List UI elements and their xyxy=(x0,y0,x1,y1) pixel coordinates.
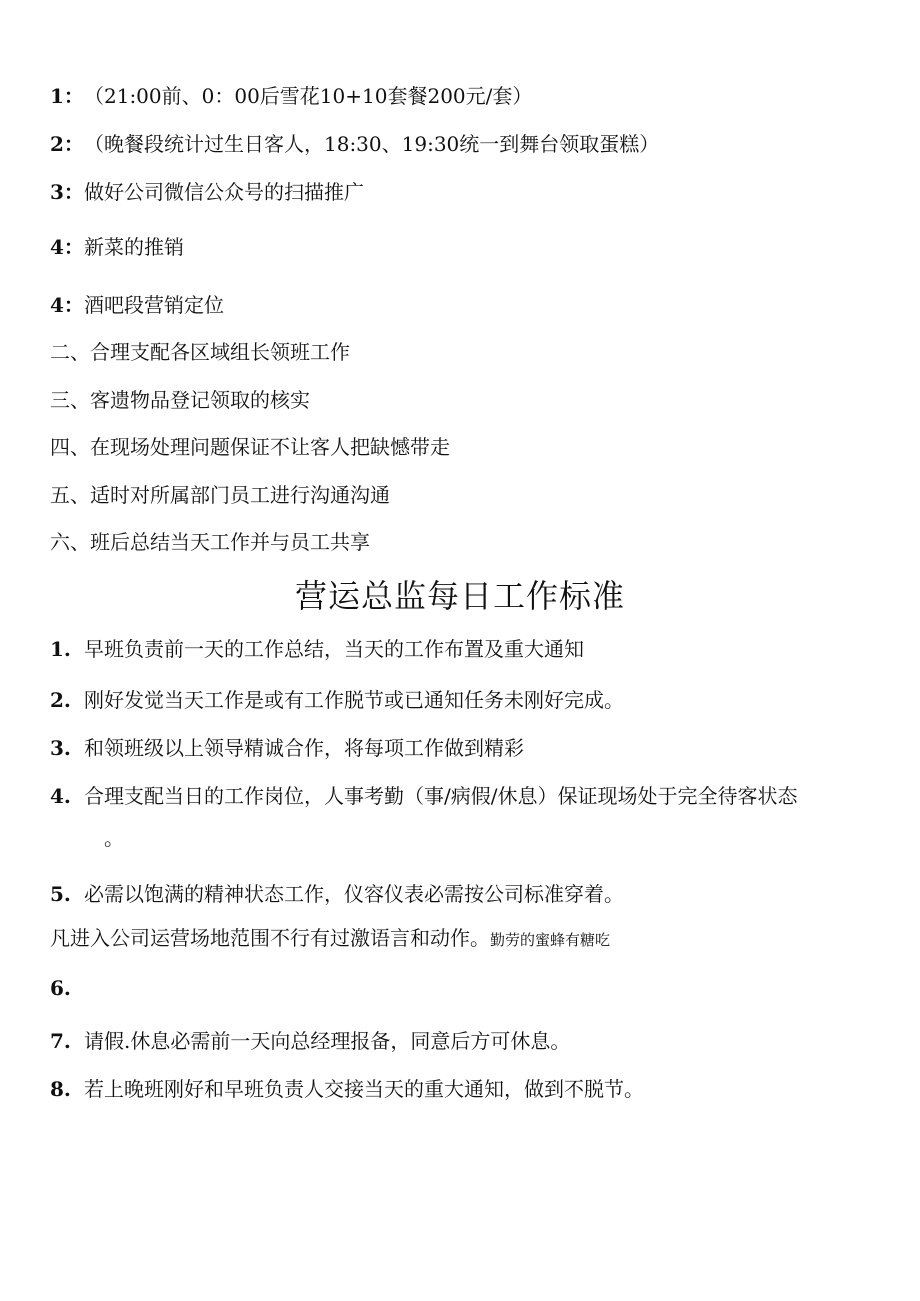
item-text: 和领班级以上领导精诚合作，将每项工作做到精彩 xyxy=(84,736,524,760)
item-text: 若上晚班刚好和早班负责人交接当天的重大通知，做到不脱节。 xyxy=(84,1077,644,1101)
standard-item-2 xyxy=(50,688,624,712)
item-number: 1： xyxy=(50,84,84,108)
item-number: 7. xyxy=(50,1029,71,1053)
standard-item-8 xyxy=(50,1077,644,1101)
item-text: （晚餐段统计过生日客人，18:30、19:30统一到舞台领取蛋糕） xyxy=(84,132,660,156)
section-3: 三、客遗物品登记领取的核实 xyxy=(50,388,310,412)
promo-item-1 xyxy=(50,84,532,108)
item-number: 4. xyxy=(50,784,71,808)
page-title: 营运总监每日工作标准 xyxy=(294,577,625,615)
item-number: 1. xyxy=(50,637,71,661)
standard-item-4 xyxy=(50,784,797,808)
item-text: 做好公司微信公众号的扫描推广 xyxy=(84,180,364,204)
section-5: 五、适时对所属部门员工进行沟通沟通 xyxy=(50,483,390,507)
item-number: 3. xyxy=(50,736,71,760)
small-note: 勤劳的蜜蜂有糖吃 xyxy=(490,931,611,949)
item-text: 请假.休息必需前一天向总经理报备，同意后方可休息。 xyxy=(84,1029,571,1053)
item-number: 5. xyxy=(50,882,71,906)
item-text: 酒吧段营销定位 xyxy=(84,293,224,317)
extra-text: 凡进入公司运营场地范围不行有过激语言和动作。 xyxy=(50,926,490,950)
section-4: 四、在现场处理问题保证不让客人把缺憾带走 xyxy=(50,435,450,459)
standard-item-5 xyxy=(50,882,624,906)
item-number: 2： xyxy=(50,132,84,156)
item-text: 刚好发觉当天工作是或有工作脱节或已通知任务未刚好完成。 xyxy=(84,688,624,712)
standard-item-3 xyxy=(50,736,524,760)
item-text: 早班负责前一天的工作总结，当天的工作布置及重大通知 xyxy=(84,637,584,661)
item-text: 合理支配当日的工作岗位，人事考勤（事/病假/休息）保证现场处于完全待客状态 xyxy=(84,784,798,808)
standard-item-1 xyxy=(50,637,584,661)
item-number: 4： xyxy=(50,293,84,317)
item-number: 4： xyxy=(50,235,84,259)
promo-item-3 xyxy=(50,180,364,204)
item-text: 必需以饱满的精神状态工作，仪容仪表必需按公司标准穿着。 xyxy=(84,882,624,906)
item-number: 3： xyxy=(50,180,84,204)
promo-item-5 xyxy=(50,293,224,317)
promo-item-4 xyxy=(50,235,184,259)
section-2: 二、合理支配各区域组长领班工作 xyxy=(50,340,350,364)
promo-item-2 xyxy=(50,132,659,156)
item-text: 新菜的推销 xyxy=(84,235,184,259)
item-text: （21:00前、0：00后雪花10+10套餐200元/套） xyxy=(84,84,533,108)
item-number: 2. xyxy=(50,688,71,712)
item-number: 8. xyxy=(50,1077,71,1101)
item-number: 6. xyxy=(50,976,71,1000)
standard-item-6 xyxy=(50,976,84,1000)
standard-item-4-continuation: 。 xyxy=(104,826,124,850)
standard-item-5-extra xyxy=(50,926,610,952)
standard-item-7 xyxy=(50,1029,570,1053)
section-6: 六、班后总结当天工作并与员工共享 xyxy=(50,530,370,554)
